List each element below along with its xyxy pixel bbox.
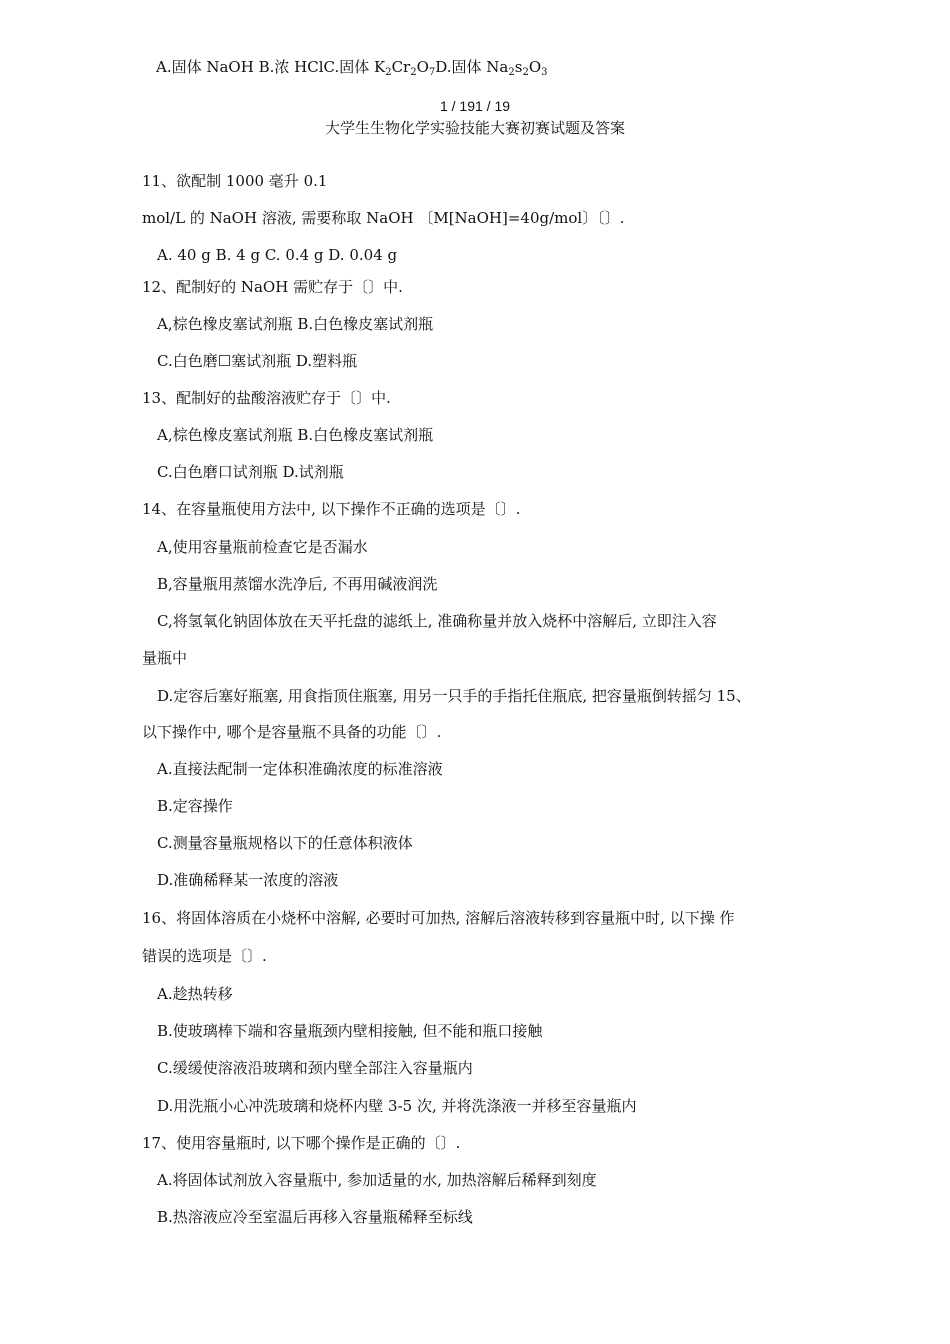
subscript: 2 (410, 67, 417, 78)
question-14-option-b: B,容量瓶用蒸馏水洗净后, 不再用碱液润洗 (157, 575, 438, 593)
document-title: 大学生生物化学实验技能大赛初赛试题及答案 (324, 119, 625, 137)
question-12-options-cd: C.白色磨☐塞试剂瓶 D.塑料瓶 (157, 352, 358, 370)
question-15-option-d: D.准确稀释某一浓度的溶液 (157, 871, 339, 889)
question-14-option-c: C,将氢氧化钠固体放在天平托盘的滤纸上, 准确称量并放入烧杯中溶解后, 立即注入容 (157, 612, 717, 630)
option-text: O (528, 58, 542, 76)
question-13-options-ab: A,棕色橡皮塞试剂瓶 B.白色橡皮塞试剂瓶 (157, 426, 434, 444)
question-11-options: A. 40 g B. 4 g C. 0.4 g D. 0.04 g (157, 246, 398, 264)
subscript: 2 (385, 67, 392, 78)
question-13-options-cd: C.白色磨口试剂瓶 D.试剂瓶 (157, 463, 344, 481)
question-14-option-c-continued: 量瓶中 (142, 649, 188, 667)
question-11: 11、欲配制 1000 毫升 0.1 (142, 172, 328, 190)
page-number: 1 / 191 / 19 (439, 98, 511, 114)
question-16-option-c: C.缓缓使溶液沿玻璃和颈内壁全部注入容量瓶内 (157, 1059, 473, 1077)
question-12: 12、配制好的 NaOH 需贮存于〔〕中. (142, 278, 403, 296)
question-16: 16、将固体溶质在小烧杯中溶解, 必要时可加热, 溶解后溶液转移到容量瓶中时, 以下操 作 (142, 909, 735, 927)
subscript: 7 (428, 67, 436, 78)
question-15-option-c: C.测量容量瓶规格以下的任意体积液体 (157, 834, 413, 852)
subscript: 2 (508, 67, 515, 78)
question-14-option-d: D.定容后塞好瓶塞, 用食指顶住瓶塞, 用另一只手的手指托住瓶底, 把容量瓶倒转摇匀 15、 (157, 687, 751, 705)
option-text: Cr (391, 58, 411, 76)
question-14-option-a: A,使用容量瓶前检查它是否漏水 (157, 538, 368, 556)
option-text: A.固体 NaOH B.浓 HClC.固体 K (156, 58, 386, 76)
question-17-option-b: B.热溶液应冷至室温后再移入容量瓶稀释至标线 (157, 1208, 473, 1226)
question-11-continued: mol/L 的 NaOH 溶液, 需要称取 NaOH 〔M[NaOH]=40g/mol〕〔〕. (142, 209, 625, 227)
question-12-options-ab: A,棕色橡皮塞试剂瓶 B.白色橡皮塞试剂瓶 (157, 315, 434, 333)
question-16-option-d: D.用洗瓶小心冲洗玻璃和烧杯内壁 3-5 次, 并将洗涤液一并移至容量瓶内 (157, 1097, 637, 1115)
subscript: 3 (541, 67, 548, 78)
question-17: 17、使用容量瓶时, 以下哪个操作是正确的〔〕. (142, 1134, 461, 1152)
question-14: 14、在容量瓶使用方法中, 以下操作不正确的选项是〔〕. (142, 500, 521, 518)
question-15-option-b: B.定容操作 (157, 797, 233, 815)
option-text: s (514, 58, 523, 76)
question-15-option-a: A.直接法配制一定体积准确浓度的标准溶液 (157, 760, 443, 778)
subscript: 2 (522, 67, 529, 78)
question-15: 以下操作中, 哪个是容量瓶不具备的功能〔〕. (142, 723, 442, 741)
option-text: O (416, 58, 429, 76)
question-10-options (156, 57, 548, 77)
question-16-option-b: B.使玻璃棒下端和容量瓶颈内壁相接触, 但不能和瓶口接触 (157, 1022, 543, 1040)
question-13: 13、配制好的盐酸溶液贮存于〔〕中. (142, 389, 391, 407)
question-16-continued: 错误的选项是〔〕. (142, 947, 267, 965)
question-16-option-a: A.趁热转移 (157, 985, 233, 1003)
option-text: D.固体 Na (435, 58, 509, 76)
question-17-option-a: A.将固体试剂放入容量瓶中, 参加适量的水, 加热溶解后稀释到刻度 (157, 1171, 597, 1189)
